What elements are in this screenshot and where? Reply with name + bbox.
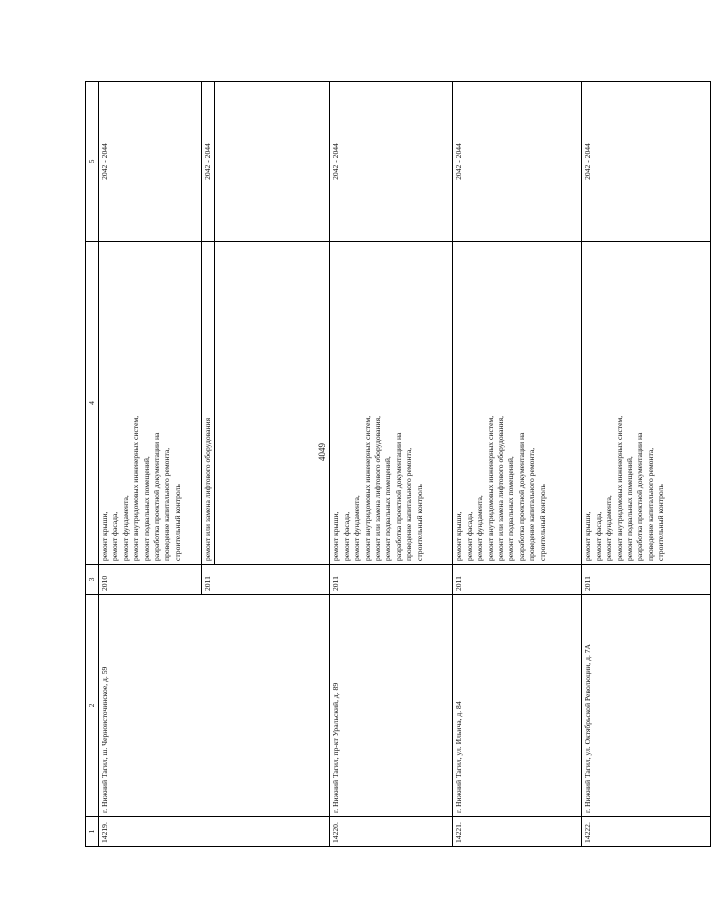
period-cell: 2042 - 2044: [453, 82, 582, 242]
year-cell: 2010: [99, 565, 202, 595]
row-number: 14219.: [99, 817, 330, 847]
column-number: 1: [86, 817, 99, 847]
year-cell: 2011: [330, 565, 453, 595]
table-row: [453, 82, 582, 847]
repair-schedule-table: [85, 81, 711, 847]
row-number: 14222.: [582, 817, 711, 847]
rotated-table-container: [85, 82, 666, 847]
year-cell: 2011: [202, 565, 330, 595]
period-cell: 2042 - 2044: [202, 82, 215, 242]
column-number: 3: [86, 565, 99, 595]
empty-cell: [215, 242, 330, 565]
address-cell: г. Нижний Тагил, пр-кт Уральский, д. 89: [330, 595, 453, 817]
empty-cell: [215, 82, 330, 242]
row-number: 14220.: [330, 817, 453, 847]
period-cell: 2042 - 2044: [582, 82, 711, 242]
year-cell: 2011: [582, 565, 711, 595]
address-cell: г. Нижний Тагил, ул. Октябрьской Революции, д. 7А: [582, 595, 711, 817]
works-cell: ремонт крыши, ремонт фасада, ремонт фундамента, ремонт внутридомовых инженерных систем, ремонт или замена лифтового оборудования, ремонт подвальных помещений, разработка проектной документации на проведение капитального ремонта, строительный контроль: [330, 242, 453, 565]
table-row: [582, 82, 711, 847]
year-cell: 2011: [453, 565, 582, 595]
row-number: 14221.: [453, 817, 582, 847]
column-number: 5: [86, 82, 99, 242]
period-cell: 2042 - 2044: [330, 82, 453, 242]
page-number: 4049: [317, 443, 327, 461]
column-number: 2: [86, 595, 99, 817]
table-row: [99, 82, 202, 847]
table-row: [330, 82, 453, 847]
works-cell: ремонт крыши, ремонт фасада, ремонт фундамента, ремонт внутридомовых инженерных систем, ремонт подвальных помещений, разработка проектной документации на проведение капитального ремонта, строительный контроль: [99, 242, 202, 565]
column-number: 4: [86, 242, 99, 565]
works-cell: ремонт крыши, ремонт фасада, ремонт фундамента, ремонт внутридомовых инженерных систем, ремонт подвальных помещений, разработка проектной документации на проведение капитального ремонта, строительный контроль: [582, 242, 711, 565]
period-cell: 2042 - 2044: [99, 82, 202, 242]
address-cell: г. Нижний Тагил, ш. Черноисточинское, д. 59: [99, 595, 330, 817]
column-number-row: [86, 82, 99, 847]
works-cell: ремонт крыши, ремонт фасада, ремонт фундамента, ремонт внутридомовых инженерных систем, ремонт или замена лифтового оборудования, ремонт подвальных помещений, разработка проектной документации на проведение капитального ремонта, строительный контроль: [453, 242, 582, 565]
works-cell: ремонт или замена лифтового оборудования: [202, 242, 215, 565]
address-cell: г. Нижний Тагил, ул. Ильича, д. 84: [453, 595, 582, 817]
